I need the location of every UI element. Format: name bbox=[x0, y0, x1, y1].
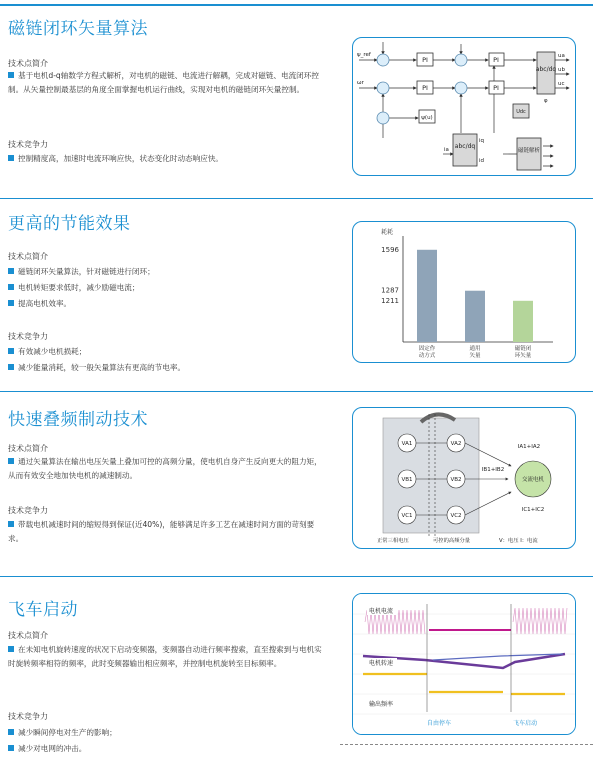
energy-bar-chart-panel bbox=[352, 221, 576, 363]
category-label: 动方式 bbox=[418, 353, 436, 359]
abcdq-label: abc/dq bbox=[535, 66, 557, 73]
control-block-diagram bbox=[352, 37, 576, 176]
y-tick-label: 1211 bbox=[381, 296, 399, 305]
vc2-label: VC2 bbox=[450, 513, 462, 519]
competitiveness-heading: 技术竞争力 bbox=[8, 712, 48, 721]
intro-item: 磁链闭环矢量算法，针对磁链进行闭环； bbox=[8, 266, 155, 277]
bullet-square-icon bbox=[8, 364, 14, 370]
bullet-square-icon bbox=[8, 729, 14, 735]
bullet-square-icon bbox=[8, 284, 14, 290]
flux-calc-label: 磁链解析 bbox=[517, 148, 541, 154]
category-label: 矢量 bbox=[469, 353, 481, 359]
bar-1 bbox=[465, 291, 485, 342]
competitiveness-item: 控制精度高，加速时电流环响应快，状态变化时动态响应快。 bbox=[8, 153, 223, 164]
bar-2 bbox=[513, 301, 533, 342]
bullet-square-icon bbox=[8, 300, 14, 306]
competitiveness-item: 减少对电网的冲击。 bbox=[8, 743, 86, 754]
phi-label: φ bbox=[544, 98, 548, 104]
y-tick-label: 1287 bbox=[381, 286, 399, 295]
competitiveness-item: 减少瞬间停电对生产的影响； bbox=[8, 727, 117, 738]
section-divider bbox=[0, 576, 593, 577]
bullet-square-icon bbox=[8, 72, 14, 78]
intro-item: 提高电机效率。 bbox=[8, 298, 71, 309]
section-divider bbox=[0, 198, 593, 199]
competitiveness-paragraph: 带载电机减速时间的缩短得到保证(近40%)，能够满足许多工艺在减速时间方面的苛刻要求。 bbox=[8, 520, 315, 543]
va2-label: VA2 bbox=[450, 441, 462, 447]
vb1-label: VB1 bbox=[401, 477, 413, 483]
ib-sum-label: IB1+IB2 bbox=[481, 467, 505, 473]
intro-paragraph: 通过矢量算法在输出电压矢量上叠加可控的高频分量，使电机自身产生反向更大的阻力矩，从而有效安全地加快电机的减速制动。 bbox=[8, 457, 322, 480]
intro-heading: 技术点简介 bbox=[8, 444, 48, 453]
competitiveness-heading: 技术竞争力 bbox=[8, 332, 48, 341]
label-free-stop: 自由停车 bbox=[427, 720, 452, 727]
intro-paragraph: 基于电机d-q轴数学方程式解析，对电机的磁链、电流进行解耦，完成对磁链、电流闭环控制。从矢量控制最基层的角度全面掌握电机运行曲线，实现对电机的磁链闭环矢量控制。 bbox=[8, 71, 319, 94]
category-label: 磁链闭 bbox=[514, 346, 532, 352]
caption-normal-voltage: 正常三相电压 bbox=[377, 538, 409, 544]
intro-heading: 技术点简介 bbox=[8, 631, 48, 640]
legend-current: 电机电流 bbox=[369, 608, 394, 615]
category-label: 环矢量 bbox=[514, 353, 532, 359]
va1-label: VA1 bbox=[401, 441, 413, 447]
bullet-square-icon bbox=[8, 521, 14, 527]
flux-block-label: ψ(u) bbox=[421, 115, 433, 121]
section-title-flying-start: 飞车启动 bbox=[8, 600, 78, 620]
competitiveness-heading: 技术竞争力 bbox=[8, 140, 48, 149]
id-label: id bbox=[479, 158, 485, 164]
caption-legend: V：电压 I：电流 bbox=[499, 538, 538, 544]
label-flying-start: 飞车启动 bbox=[513, 720, 538, 727]
section-divider bbox=[0, 391, 593, 392]
ia-label: ia bbox=[444, 147, 449, 153]
pi-block-label: PI bbox=[422, 56, 428, 64]
bullet-square-icon bbox=[8, 745, 14, 751]
caption-hf-component: 可控的高频分量 bbox=[433, 538, 471, 544]
pi-block-label: PI bbox=[422, 84, 428, 92]
ua-label: ua bbox=[558, 53, 565, 59]
intro-paragraph: 在未知电机旋转速度的状况下启动变频器，变频器自动进行频率搜索，直至搜索到与电机实时旋转频率相符的频率，此时变频器输出相应频率，并控制电机旋转至目标频率。 bbox=[8, 645, 322, 668]
pi-block-label: PI bbox=[493, 84, 499, 92]
bullet-square-icon bbox=[8, 268, 14, 274]
competitiveness-heading: 技术竞争力 bbox=[8, 506, 48, 515]
legend-frequency: 输出频率 bbox=[369, 701, 394, 708]
bullet-square-icon bbox=[8, 348, 14, 354]
pi-block-label: PI bbox=[493, 56, 499, 64]
y-tick-label: 1596 bbox=[381, 245, 399, 254]
legend-speed: 电机转速 bbox=[369, 660, 394, 667]
competitiveness-item: 减少能量消耗，较一般矢量算法有更高的节电率。 bbox=[8, 362, 185, 373]
bullet-square-icon bbox=[8, 458, 14, 464]
vc1-label: VC1 bbox=[401, 513, 413, 519]
uc-label: uc bbox=[558, 81, 565, 87]
ub-label: ub bbox=[558, 67, 565, 73]
energy-bar-chart bbox=[353, 222, 575, 362]
intro-heading: 技术点简介 bbox=[8, 252, 48, 261]
bar-0 bbox=[417, 250, 437, 342]
motor-label: 交流电机 bbox=[521, 477, 545, 483]
ic-sum-label: IC1+IC2 bbox=[521, 507, 545, 513]
bottom-dashed-line bbox=[340, 744, 593, 745]
flying-start-waveform-panel bbox=[352, 593, 576, 735]
section-title-flux-vector: 磁链闭环矢量算法 bbox=[8, 19, 148, 39]
section-title-braking: 快速叠频制动技术 bbox=[8, 410, 148, 430]
chart-ylabel: 耗耗 bbox=[381, 229, 394, 236]
intro-item: 电机转矩要求低时，减少励磁电流； bbox=[8, 282, 140, 293]
intro-heading: 技术点简介 bbox=[8, 59, 48, 68]
category-label: 通用 bbox=[469, 346, 481, 352]
abcdq-label: abc/dq bbox=[454, 143, 476, 150]
speed-ref-label: ωr bbox=[357, 80, 364, 86]
bullet-square-icon bbox=[8, 155, 14, 161]
udc-label: Udc bbox=[516, 109, 526, 115]
competitiveness-item: 有效减少电机损耗； bbox=[8, 346, 86, 357]
vb2-label: VB2 bbox=[450, 477, 462, 483]
iq-label: iq bbox=[479, 138, 485, 144]
section-divider bbox=[0, 4, 593, 6]
braking-diagram-panel bbox=[352, 407, 576, 549]
category-label: 固定作 bbox=[418, 346, 436, 352]
ia-sum-label: IA1+IA2 bbox=[517, 444, 541, 450]
flux-ref-label: ψ_ref bbox=[357, 52, 371, 58]
bullet-square-icon bbox=[8, 646, 14, 652]
section-title-energy-saving: 更高的节能效果 bbox=[8, 214, 131, 234]
